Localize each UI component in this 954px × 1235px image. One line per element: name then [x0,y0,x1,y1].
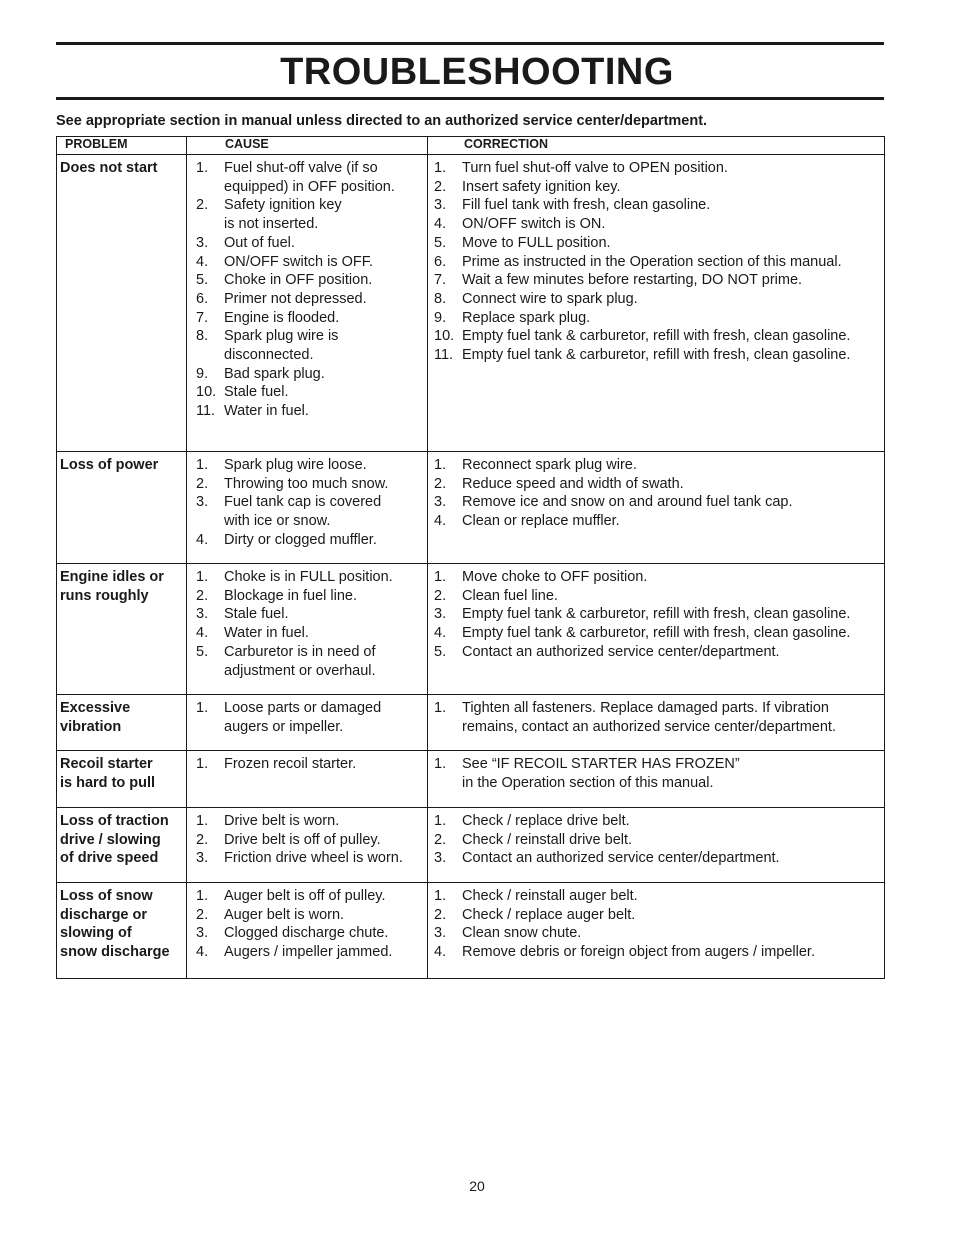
correction-item [428,568,884,587]
correction-item [428,943,884,962]
correction-item-number: 1. [434,700,447,716]
correction-item-text: Remove debris or foreign object from augers / impeller. [462,944,815,961]
table-row [57,883,885,979]
correction-item-text: Wait a few minutes before restarting, DO NOT prime. [462,272,803,289]
correction-item [428,475,884,494]
cause-item [187,605,427,624]
correction-item [428,831,884,850]
problem-cell: Loss of power [57,452,187,564]
correction-item [428,215,884,234]
table-row [57,452,885,564]
correction-item-text: Move choke to OFF position. [462,569,648,585]
correction-item-text: Check / replace auger belt. [462,906,636,923]
correction-cell [428,155,885,452]
correction-item [428,699,884,736]
cause-cell [187,695,428,751]
page-number: 20 [469,1178,485,1194]
correction-item [428,924,884,943]
intro-note: See appropriate section in manual unless directed to an authorized service center/department. [56,113,708,129]
correction-item-text: Turn fuel shut-off valve to OPEN position. [462,160,728,176]
top-rule [56,42,884,45]
correction-item-number: 3. [434,494,447,511]
cause-item [187,624,427,643]
cause-item-text: Spark plug wire loose. [224,457,367,473]
cause-item-text: Choke is in FULL position. [224,569,393,585]
cause-item-text: Throwing too much snow. [224,475,389,492]
cause-item-text: Augers / impeller jammed. [224,944,393,961]
problem-cell: Engine idles or runs roughly [57,564,187,695]
correction-item-number: 2. [434,587,447,604]
correction-item [428,812,884,831]
cause-item-number: 1. [196,160,209,176]
table-row [57,564,885,695]
correction-item-number: 4. [434,513,447,530]
cause-item-text: Spark plug wire is disconnected. [224,328,339,364]
problem-cell: Loss of snow discharge or slowing of snow discharge [57,883,187,979]
cause-item [187,943,427,962]
cause-item [187,924,427,943]
correction-item-number: 3. [434,925,447,942]
cause-cell [187,883,428,979]
correction-item-number: 11. [434,347,454,364]
cause-item [187,234,427,253]
cause-item-number: 4. [196,253,209,270]
cause-item [187,271,427,290]
cause-item-number: 1. [196,700,209,716]
correction-item-text: Tighten all fasteners. Replace damaged parts. If vibration remains, contact an authorized service center/department. [462,700,836,735]
cause-cell [187,452,428,564]
cause-item-number: 7. [196,309,209,326]
cause-item-number: 6. [196,290,209,307]
cause-item-text: Auger belt is off of pulley. [224,888,386,904]
table-row [57,155,885,452]
table-row [57,751,885,808]
cause-item [187,383,427,402]
correction-item-text: Check / reinstall auger belt. [462,888,638,904]
correction-item [428,271,884,290]
correction-item-number: 8. [434,290,447,307]
correction-item-text: Remove ice and snow on and around fuel tank cap. [462,494,793,511]
correction-item [428,346,884,365]
correction-item-text: Insert safety ignition key. [462,178,621,195]
cause-item [187,531,427,550]
correction-item-number: 2. [434,906,447,923]
cause-item-text: Engine is flooded. [224,309,340,326]
cause-item-number: 1. [196,457,209,473]
cause-item [187,849,427,868]
correction-item [428,624,884,643]
cause-item-number: 3. [196,850,209,867]
correction-item-text: Clean fuel line. [462,587,558,604]
correction-item-text: ON/OFF switch is ON. [462,216,606,233]
cause-item-number: 2. [196,475,209,492]
correction-cell [428,452,885,564]
correction-item-text: Contact an authorized service center/department. [462,643,780,660]
cause-item [187,755,427,774]
correction-item-text: Check / replace drive belt. [462,813,630,829]
cause-item [187,812,427,831]
correction-item [428,512,884,531]
problem-cell: Excessive vibration [57,695,187,751]
cause-item-number: 1. [196,813,209,829]
cause-item-number: 2. [196,906,209,923]
correction-cell [428,751,885,808]
cause-item-number: 4. [196,625,209,642]
cause-item-number: 4. [196,944,209,961]
correction-item [428,327,884,346]
correction-item-text: Fill fuel tank with fresh, clean gasoline. [462,197,711,214]
problem-cell: Recoil starter is hard to pull [57,751,187,808]
correction-item-text: Contact an authorized service center/department. [462,850,780,867]
cause-item-number: 2. [196,587,209,604]
correction-item-number: 2. [434,178,447,195]
cause-item-number: 3. [196,494,209,511]
cause-item [187,290,427,309]
correction-item-number: 1. [434,888,447,904]
cause-item-number: 1. [196,569,209,585]
cause-item-number: 3. [196,234,209,251]
cause-item-text: Friction drive wheel is worn. [224,850,403,867]
cause-item [187,309,427,328]
correction-item-number: 4. [434,216,447,233]
cause-item [187,327,427,364]
cause-item-text: Carburetor is in need of adjustment or overhaul. [224,643,376,679]
cause-item-text: Stale fuel. [224,606,289,623]
correction-item [428,605,884,624]
correction-item [428,643,884,662]
correction-item-text: Clean snow chute. [462,925,582,942]
correction-item-number: 7. [434,272,447,289]
cause-item-number: 10. [196,384,217,401]
cause-item [187,831,427,850]
cause-item-number: 5. [196,272,209,289]
correction-item [428,234,884,253]
cause-item [187,365,427,384]
correction-item-number: 5. [434,234,447,251]
header-correction: CORRECTION [428,137,885,155]
header-cause: CAUSE [187,137,428,155]
cause-item [187,887,427,906]
correction-item-text: Replace spark plug. [462,309,591,326]
correction-item [428,906,884,925]
correction-item-text: Prime as instructed in the Operation section of this manual. [462,253,842,270]
correction-item [428,253,884,272]
cause-item-number: 3. [196,925,209,942]
cause-cell [187,751,428,808]
cause-cell [187,564,428,695]
cause-item [187,643,427,680]
correction-item [428,755,884,792]
correction-item-number: 1. [434,813,447,829]
cause-item-text: Primer not depressed. [224,290,367,307]
cause-item-number: 9. [196,365,209,382]
cause-item-number: 1. [196,888,209,904]
correction-item-text: Empty fuel tank & carburetor, refill with fresh, clean gasoline. [462,347,851,364]
cause-item-text: Water in fuel. [224,625,309,642]
correction-item-number: 3. [434,850,447,867]
correction-item-number: 4. [434,944,447,961]
correction-item-text: Connect wire to spark plug. [462,290,638,307]
cause-item-text: Loose parts or damaged augers or impeller. [224,700,382,735]
cause-item-text: Clogged discharge chute. [224,925,389,942]
problem-cell: Loss of traction drive / slowing of drive speed [57,808,187,883]
cause-item-number: 4. [196,531,209,548]
cause-item [187,253,427,272]
correction-item [428,887,884,906]
cause-item-text: Water in fuel. [224,403,309,420]
cause-item-text: Drive belt is worn. [224,813,340,829]
cause-item-number: 8. [196,328,209,345]
table-header-row [57,137,885,155]
cause-item-text: Blockage in fuel line. [224,587,357,604]
cause-item-number: 2. [196,197,209,214]
cause-item-text: Dirty or clogged muffler. [224,531,377,548]
correction-item-number: 1. [434,160,447,176]
cause-item-text: Bad spark plug. [224,365,325,382]
problem-cell: Does not start [57,155,187,452]
cause-item-text: Drive belt is off of pulley. [224,831,381,848]
cause-item [187,196,427,233]
correction-cell [428,883,885,979]
correction-item-text: Clean or replace muffler. [462,513,620,530]
cause-item [187,906,427,925]
correction-item [428,196,884,215]
cause-item-text: Fuel tank cap is covered with ice or snow. [224,494,382,530]
correction-cell [428,695,885,751]
cause-item [187,475,427,494]
correction-item-number: 2. [434,475,447,492]
correction-item-text: See “IF RECOIL STARTER HAS FROZEN” in the Operation section of this manual. [462,756,740,791]
correction-item-text: Reconnect spark plug wire. [462,457,637,473]
correction-item [428,159,884,178]
correction-item [428,290,884,309]
cause-item [187,159,427,196]
correction-item-text: Check / reinstall drive belt. [462,831,633,848]
cause-item-number: 1. [196,756,209,772]
cause-item-number: 11. [196,403,216,420]
correction-item-number: 4. [434,625,447,642]
cause-item-number: 2. [196,831,209,848]
cause-cell [187,155,428,452]
correction-item [428,456,884,475]
correction-item-text: Empty fuel tank & carburetor, refill with fresh, clean gasoline. [462,328,851,345]
correction-cell [428,808,885,883]
header-problem: PROBLEM [57,137,187,155]
correction-item-number: 1. [434,569,447,585]
cause-item [187,699,427,736]
cause-item-text: Choke in OFF position. [224,272,373,289]
correction-item-text: Move to FULL position. [462,234,611,251]
correction-item-number: 9. [434,309,447,326]
cause-item [187,587,427,606]
cause-item-text: Stale fuel. [224,384,289,401]
correction-item-number: 1. [434,756,447,772]
correction-item-text: Empty fuel tank & carburetor, refill with fresh, clean gasoline. [462,606,851,623]
cause-cell [187,808,428,883]
correction-item [428,309,884,328]
correction-item-number: 3. [434,606,447,623]
cause-item [187,493,427,530]
correction-item-text: Empty fuel tank & carburetor, refill with fresh, clean gasoline. [462,625,851,642]
troubleshooting-table [56,136,885,979]
cause-item-text: ON/OFF switch is OFF. [224,253,374,270]
cause-item-text: Frozen recoil starter. [224,756,357,772]
correction-item [428,587,884,606]
correction-item-number: 2. [434,831,447,848]
correction-item-number: 1. [434,457,447,473]
correction-cell [428,564,885,695]
cause-item-number: 5. [196,643,209,660]
cause-item [187,568,427,587]
correction-item [428,178,884,197]
page-title: TROUBLESHOOTING [280,51,674,93]
correction-item [428,493,884,512]
table-row [57,695,885,751]
correction-item-number: 6. [434,253,447,270]
cause-item-text: Fuel shut-off valve (if so equipped) in OFF position. [224,160,395,195]
cause-item-number: 3. [196,606,209,623]
cause-item [187,402,427,421]
correction-item-number: 10. [434,328,455,345]
table-row [57,808,885,883]
correction-item [428,849,884,868]
title-underline-rule [56,97,884,100]
cause-item-text: Out of fuel. [224,234,295,251]
cause-item-text: Safety ignition key is not inserted. [224,197,342,233]
correction-item-number: 3. [434,197,447,214]
cause-item-text: Auger belt is worn. [224,906,345,923]
correction-item-text: Reduce speed and width of swath. [462,475,684,492]
correction-item-number: 5. [434,643,447,660]
cause-item [187,456,427,475]
